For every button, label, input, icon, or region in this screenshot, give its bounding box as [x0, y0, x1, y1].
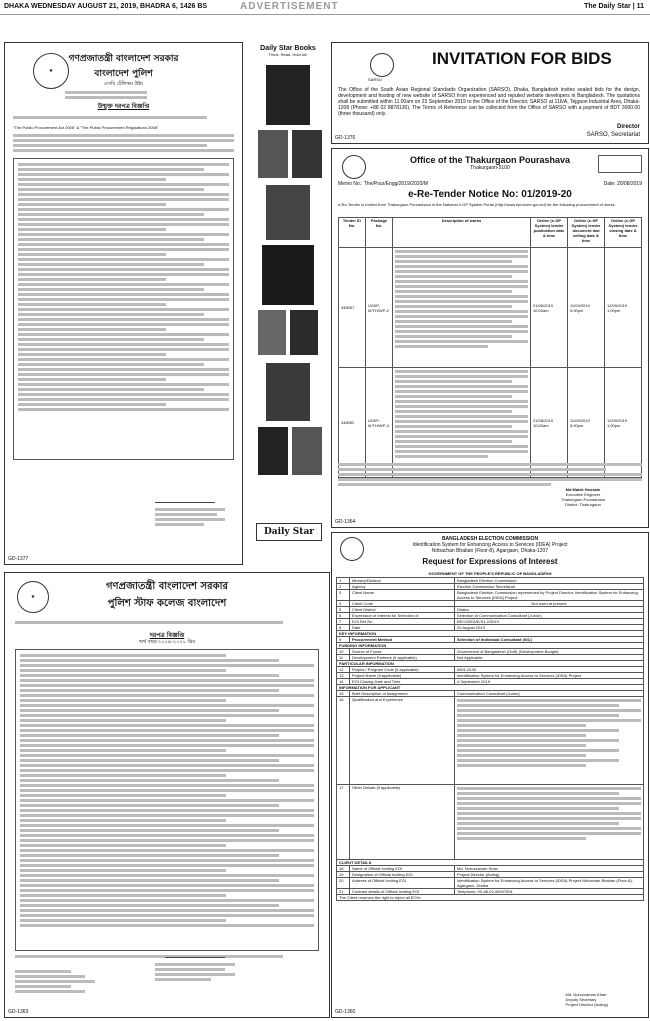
staff-college-ad	[4, 572, 330, 1018]
page-header	[0, 0, 650, 15]
pourashava-sign-name: Md Malek Hossain	[565, 487, 601, 492]
daily-star-logo: Daily Star	[256, 523, 322, 541]
table-row: 2 Agency Election Commission Secretariat	[337, 584, 644, 590]
books-tagline: Think. Read. Hold on!	[268, 52, 308, 57]
pourashava-seal-icon	[342, 155, 366, 179]
book-cover	[266, 65, 310, 125]
staff-college-title: গণপ্রজাতন্ত্রী বাংলাদেশ সরকার	[106, 581, 228, 592]
section-label: PARTICULAR INFORMATION	[337, 661, 644, 667]
table-row: 12 Project / Program Code (if applicable) 0601-5130	[337, 667, 644, 673]
staff-college-table	[15, 649, 319, 951]
col-header: Online (e-GP System) tender document last selling date & time	[568, 218, 605, 248]
sarso-logo-icon	[370, 53, 394, 77]
pourashava-table	[338, 217, 642, 478]
table-row: 348052 UGIIP-III/TH/WP-3 21/08/2019 10:00am 11/09/2019 5:00pm 12/09/2019 1:00pm	[339, 368, 642, 478]
election-title: BANGLADESH ELECTION COMMISSION	[441, 536, 539, 542]
eoi-table	[336, 577, 644, 901]
table-row: 9 Procurement Method Selection of Individual Consultant (SIC)	[337, 637, 644, 643]
pourashava-date: Date: 20/08/2019	[603, 181, 642, 187]
table-row: 21 Contract details of Official Inviting EOI Telephone: 00-88-02-55007591	[337, 889, 644, 895]
election-project: Identification System for Enhancing Access to Services (IDEA) Project	[412, 542, 568, 548]
staff-college-subheading: অর্থ বছর-২০১৯-২০২০ খ্রিঃ	[138, 639, 196, 645]
table-row: 11 Development Partners (if applicable) Not Applicable	[337, 655, 644, 661]
ad-code: GD-1360	[335, 1009, 356, 1015]
books-title: Daily Star Books	[260, 45, 316, 52]
table-row: 19 Designation of Official Inviting EOI Project Director (Acting)	[337, 872, 644, 878]
election-address: Nirbachan Bhaban (Floor-8), Agargaon, Dhaka-1207	[431, 548, 549, 554]
table-row: 15 Brief Description of Assignment Communication Consultant (Junior)	[337, 691, 644, 697]
table-row: 4 Client Code Not used at present	[337, 601, 644, 607]
sarso-bid-ad	[331, 42, 649, 144]
police-office: এসবি টেলিকম উইং	[103, 81, 144, 87]
col-header: Online (e-GP System) tender closing date & time	[605, 218, 642, 248]
police-subtitle: বাংলাদেশ পুলিশ	[94, 69, 153, 79]
table-row: 16 Qualification and Experience	[337, 697, 644, 785]
pourashava-sign-place: District: Thakurgaon	[565, 502, 601, 507]
police-tender-ad	[4, 42, 243, 565]
col-header: Package No.	[366, 218, 393, 248]
election-eoi-ad	[331, 532, 649, 1018]
table-row: 14 EOI Closing Date and Time 4 September 2019	[337, 679, 644, 685]
election-heading: Request for Expressions of Interest	[422, 557, 558, 566]
table-row: 6 Expression of Interest for Selection of Selection of Communication Consultant (Junior)	[337, 613, 644, 619]
table-row: 5 Client District Dhaka	[337, 607, 644, 613]
ad-code: GD-1376	[335, 135, 356, 141]
header-page: The Daily Star | 11	[584, 3, 644, 10]
election-seal-icon	[340, 537, 364, 561]
book-cover	[262, 245, 314, 305]
pourashava-sign-org: Thakurgaon Pourashava	[561, 497, 605, 502]
signature	[165, 943, 225, 958]
police-tender-table	[13, 158, 234, 460]
book-cover	[258, 310, 286, 355]
staff-college-heading: দরপত্র বিজ্ঞপ্তি	[149, 632, 185, 639]
ad-code: GD-1377	[8, 556, 29, 562]
sarso-sign-title: Director	[616, 124, 640, 130]
pourashava-sign-title: Executive Engineer	[565, 492, 601, 497]
header-section: ADVERTISEMENT	[240, 1, 339, 12]
election-gov: GOVERNMENT OF THE PEOPLE'S REPUBLIC OF BANGLADESH	[428, 571, 552, 576]
sarso-logo-text: SARSO	[368, 77, 383, 82]
table-row: 8 Date 20 August 2019	[337, 625, 644, 631]
election-sign-role: Project Director (Acting)	[565, 1002, 608, 1007]
table-row: 17 Other Details (if applicable)	[337, 785, 644, 860]
section-label: KEY INFORMATION	[337, 631, 644, 637]
table-row: 348057 UGIIP-III/TH/WP-2 21/08/2019 10:00am 11/09/2019 5:00pm 12/09/2019 1:00pm	[339, 248, 642, 368]
books-ad	[248, 45, 328, 565]
pourashava-location: Thakurgaon-5100	[470, 165, 510, 171]
pourashava-memo: Memo No.: The/Pour/Engg/2019/2020/M	[338, 181, 428, 187]
staff-college-seal-icon: ★	[17, 581, 49, 613]
reserve-note: The Client reserves the right to reject all EOI's	[337, 895, 644, 901]
pourashava-notice: e-Re-Tender Notice No: 01/2019-20	[408, 189, 572, 200]
election-sign-name: Md. Nuruzzaman Khan	[565, 992, 607, 997]
police-seal-icon: ★	[33, 53, 69, 89]
election-sign-title: Deputy Secretary	[565, 997, 597, 1002]
book-cover	[290, 310, 318, 355]
slogan-box	[598, 155, 642, 173]
section-label: FUNDING INFORMATION	[337, 643, 644, 649]
table-row: 3 Client Name Bangladesh Election Commission represented by Project Director, Identification System for Enhancing Access to Services (IDEA) Project	[337, 590, 644, 601]
table-row: 20 Address of Official Inviting EOI Identification System for Enhancing Access to Services (IDEA) Project Nirbachan Bhaban (Floor-8), Agargaon, Dhaka	[337, 878, 644, 889]
col-header: Online (e-GP System) tender publication date & time	[531, 218, 568, 248]
pourashava-tender-ad	[331, 148, 649, 528]
sarso-body: The Office of the South Asian Regional Standards Organization (SARSO), Dhaka, Bangladesh invites sealed bids for the design, development and hosting of new website of SARSO from experienced and reputed website developers in Bangladesh. The quotations shall be submitted within 11:00am on 23 September 2019 to the Office of the Director, SARSO at 116/A, Tejgaon Industrial Area, Dhaka-1208 (Phone: +88 02 8878130). The Terms of Reference can be collected from the Office of SARSO with a payment of BDT 3000.00 (three thousand) only.	[338, 87, 640, 117]
pourashava-office: Office of the Thakurgaon Pourashava	[409, 155, 571, 165]
book-cover	[292, 427, 322, 475]
book-cover	[266, 363, 310, 421]
section-label: CLIENT DETAILS	[337, 860, 644, 866]
sarso-sign-org: SARSO, Secretariat	[586, 132, 640, 138]
table-row: 18 Name of Official Inviting EOI Md. Nuruzzaman Khan	[337, 866, 644, 872]
signature	[155, 488, 215, 503]
table-row: 1 Ministry/Division Bangladesh Election Commission	[337, 578, 644, 584]
section-label: INFORMATION FOR APPLICANT	[337, 685, 644, 691]
book-cover	[266, 185, 310, 240]
table-row: 10 Source of Funds Government of Bangladesh (GoB) (Development Budget)	[337, 649, 644, 655]
header-date: DHAKA WEDNESDAY AUGUST 21, 2019, BHADRA 6, 1426 BS	[4, 3, 208, 10]
sarso-title: INVITATION FOR BIDS	[432, 49, 612, 68]
book-cover	[258, 130, 288, 178]
book-cover	[258, 427, 288, 475]
ad-code: GD-1364	[335, 519, 356, 525]
book-cover	[292, 130, 322, 178]
police-heading: উন্মুক্ত দরপত্র বিজ্ঞপ্তি	[97, 103, 150, 110]
table-row: 13 Project Name (if applicable) Identification System for Enhancing Access to Services (IDEA) Project	[337, 673, 644, 679]
staff-college-subtitle: পুলিশ স্টাফ কলেজ বাংলাদেশ	[107, 598, 227, 609]
ad-code: GD-1363	[8, 1009, 29, 1015]
police-intro: "The Public Procurement Act 2006" & "The Public Procurement Regulations 2008"	[13, 125, 159, 130]
table-row: 7 EOI Ref No BEC/IDEA/E/S1.2/2019	[337, 619, 644, 625]
pourashava-intro: e-Re-Tender is invited from Thakurgaon Pourashava in the National e-GP System Portal (http://www.eprocure.gov.bd) for the following procurement of works.	[338, 202, 616, 207]
col-header: Description of works	[393, 218, 531, 248]
police-title: গণপ্রজাতন্ত্রী বাংলাদেশ সরকার	[68, 54, 179, 64]
col-header: Tender ID No.	[339, 218, 366, 248]
